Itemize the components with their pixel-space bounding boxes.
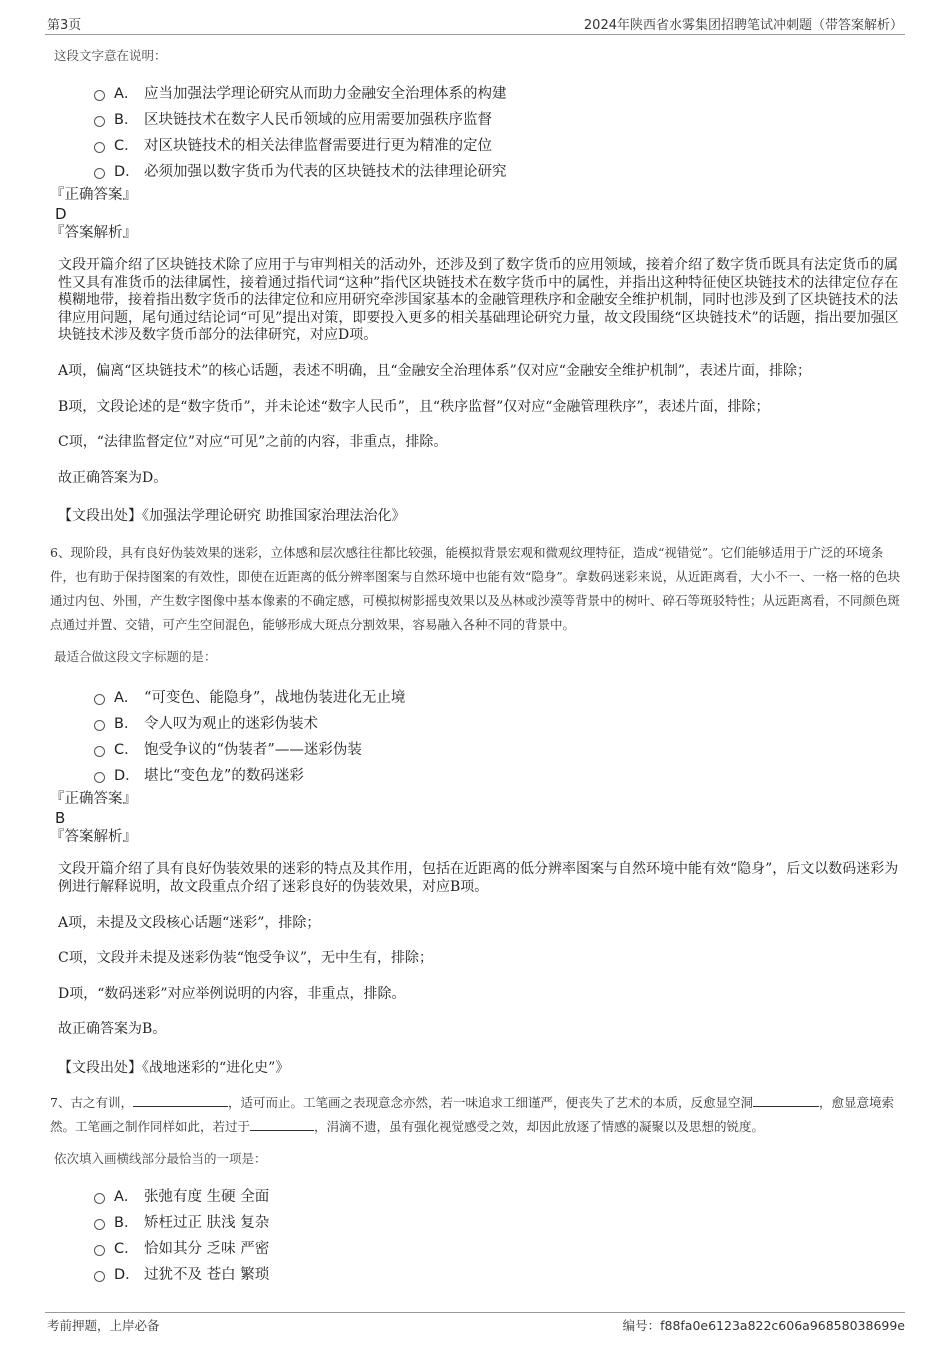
analysis-option-c: C项，“法律监督定位”对应“可见”之前的内容，非重点，排除。: [58, 434, 448, 451]
radio-icon[interactable]: [94, 1271, 105, 1282]
blank-2: [753, 1092, 819, 1107]
radio-icon[interactable]: [94, 746, 105, 757]
answer-label: 『正确答案』: [50, 187, 137, 203]
analysis-option-c: C项，文段并未提及迷彩伪装“饱受争议”，无中生有，排除；: [58, 950, 434, 967]
option-a[interactable]: A． 应当加强法学理论研究从而助力金融安全治理体系的构建: [94, 79, 905, 105]
radio-icon[interactable]: [94, 720, 105, 731]
radio-icon[interactable]: [94, 772, 105, 783]
question-text: 6、现阶段，具有良好伪装效果的迷彩，立体感和层次感往往都比较强，能模拟背景宏观和微观纹理特征，造成“视错觉”。它们能够适用于广泛的环境条件，也有助于保持图案的有效性，即使在近距离的低分辨率图案与自然环境中也能有效“隐身”。拿数码迷彩来说，从近距离看，大小不一、一格一格的色块通过内包、外围，产生数字图像中基本像素的不确定感，可模拟树影摇曳效果以及丛林或沙漠等背景中的树叶、碎石等斑驳特性；从远距离看，不同颜色斑点通过并置、交错，可产生空间混色，能够形成大斑点分割效果，容易融入各种不同的背景中。: [50, 545, 901, 633]
radio-icon[interactable]: [94, 1193, 105, 1204]
radio-icon[interactable]: [94, 142, 105, 153]
option-list: [94, 79, 905, 183]
answer-value: B: [55, 809, 66, 828]
page-number: 第3页: [47, 18, 82, 33]
question-prompt: 依次填入画横线部分最恰当的一项是：: [54, 1150, 267, 1166]
analysis-option-b: B项，文段论述的是“数字货币”，并未论述“数字人民币”，且“秩序监督”仅对应“金融管理秩序”，表述片面，排除；: [58, 398, 770, 415]
analysis-option-a: A项，偏离“区块链技术”的核心话题，表述不明确，且“金融安全治理体系”仅对应“金融安全维护机制”，表述片面，排除；: [58, 362, 812, 379]
analysis-option-d: D项，“数码迷彩”对应举例说明的内容，非重点，排除。: [58, 985, 406, 1002]
option-a[interactable]: A． 张弛有度 生硬 全面: [94, 1183, 905, 1209]
question-prompt: 最适合做这段文字标题的是：: [54, 649, 217, 665]
option-c[interactable]: C． 饱受争议的“伪装者”——迷彩伪装: [94, 735, 905, 761]
question-prompt: 这段文字意在说明：: [54, 48, 167, 63]
answer-label: 『正确答案』: [50, 791, 137, 808]
source-citation: 【文段出处】《战地迷彩的“进化史”》: [58, 1059, 290, 1076]
analysis-conclusion: 故正确答案为D。: [58, 469, 168, 486]
option-d[interactable]: D． 必须加强以数字货币为代表的区块链技术的法律理论研究: [94, 157, 905, 183]
option-c[interactable]: C． 恰如其分 乏味 严密: [94, 1235, 905, 1261]
option-c[interactable]: C． 对区块链技术的相关法律监督需要进行更为精准的定位: [94, 131, 905, 157]
option-b[interactable]: B． 区块链技术在数字人民币领域的应用需要加强秩序监督: [94, 105, 905, 131]
option-d[interactable]: D． 过犹不及 苍白 繁琐: [94, 1261, 905, 1287]
option-b[interactable]: B． 矫枉过正 肤浅 复杂: [94, 1209, 905, 1235]
analysis-label: 『答案解析』: [50, 829, 137, 846]
blank-1: [133, 1092, 228, 1107]
analysis-option-a: A项，未提及文段核心话题“迷彩”，排除；: [58, 914, 321, 931]
analysis-paragraph: 文段开篇介绍了具有良好伪装效果的迷彩的特点及其作用，包括在近距离的低分辨率图案与自然环境中能有效“隐身”，后文以数码迷彩为例进行解释说明，故文段重点介绍了迷彩良好的伪装效果，对应B项。: [58, 861, 899, 895]
footer-slogan: 考前押题，上岸必备: [47, 1318, 160, 1333]
question-7: [50, 1091, 905, 1287]
analysis-paragraph: 文段开篇介绍了区块链技术除了应用于与审判相关的活动外，还涉及到了数字货币的应用领域，接着介绍了数字货币既具有法定货币的属性又具有准货币的法律属性，接着通过指代词“这种”指代区块链技术在数字货币中的属性，并指出这种特征使区块链技术的法律定位存在模糊地带，接着指出数字货币的法律定位和应用研究牵涉国家基本的金融管理秩序和金融安全维护机制，同时也涉及到了区块链技术的法律应用问题，尾句通过结论词“可见”提出对策，即要投入更多的相关基础理论研究力量，故文段围绕“区块链技术”的话题，指出要加强区块链技术涉及数字货币部分的法律研究，对应D项。: [58, 257, 899, 344]
radio-icon[interactable]: [94, 90, 105, 101]
question-5: [50, 46, 905, 525]
radio-icon[interactable]: [94, 694, 105, 705]
radio-icon[interactable]: [94, 1219, 105, 1230]
page-footer: [45, 1312, 905, 1335]
analysis-body: [58, 861, 905, 1039]
analysis-conclusion: 故正确答案为B。: [58, 1021, 167, 1038]
option-d[interactable]: D． 堪比“变色龙”的数码迷彩: [94, 761, 905, 787]
radio-icon[interactable]: [94, 116, 105, 127]
radio-icon[interactable]: [94, 168, 105, 179]
document-title: 2024年陕西省水雾集团招聘笔试冲刺题（带答案解析）: [583, 18, 903, 33]
option-list: [94, 683, 905, 787]
answer-value: D: [55, 205, 67, 223]
analysis-label: 『答案解析』: [50, 225, 137, 241]
option-list: [94, 1183, 905, 1287]
option-a[interactable]: A． “可变色、能隐身”，战地伪装进化无止境: [94, 683, 905, 709]
analysis-body: [58, 257, 905, 487]
radio-icon[interactable]: [94, 1245, 105, 1256]
option-b[interactable]: B． 令人叹为观止的迷彩伪装术: [94, 709, 905, 735]
question-6: [50, 541, 905, 1077]
source-citation: 【文段出处】《加强法学理论研究 助推国家治理法治化》: [58, 508, 406, 525]
document-code: 编号：f88fa0e6123a822c606a96858038699e: [622, 1318, 905, 1333]
page-header: [45, 14, 905, 35]
blank-3: [250, 1116, 314, 1131]
question-text: 7、古之有训， ，适可而止。工笔画之表现意念亦然，若一味追求工细谨严，便丧失了艺术的本质，反愈显空洞 ，愈显意境索然。工笔画之制作同样如此，若过于 ，涓滴不遗，虽有强化视觉感受之效，却因此放逐了情感的凝聚以及思想的锐度。: [50, 1091, 905, 1139]
document-content: [50, 46, 905, 1287]
